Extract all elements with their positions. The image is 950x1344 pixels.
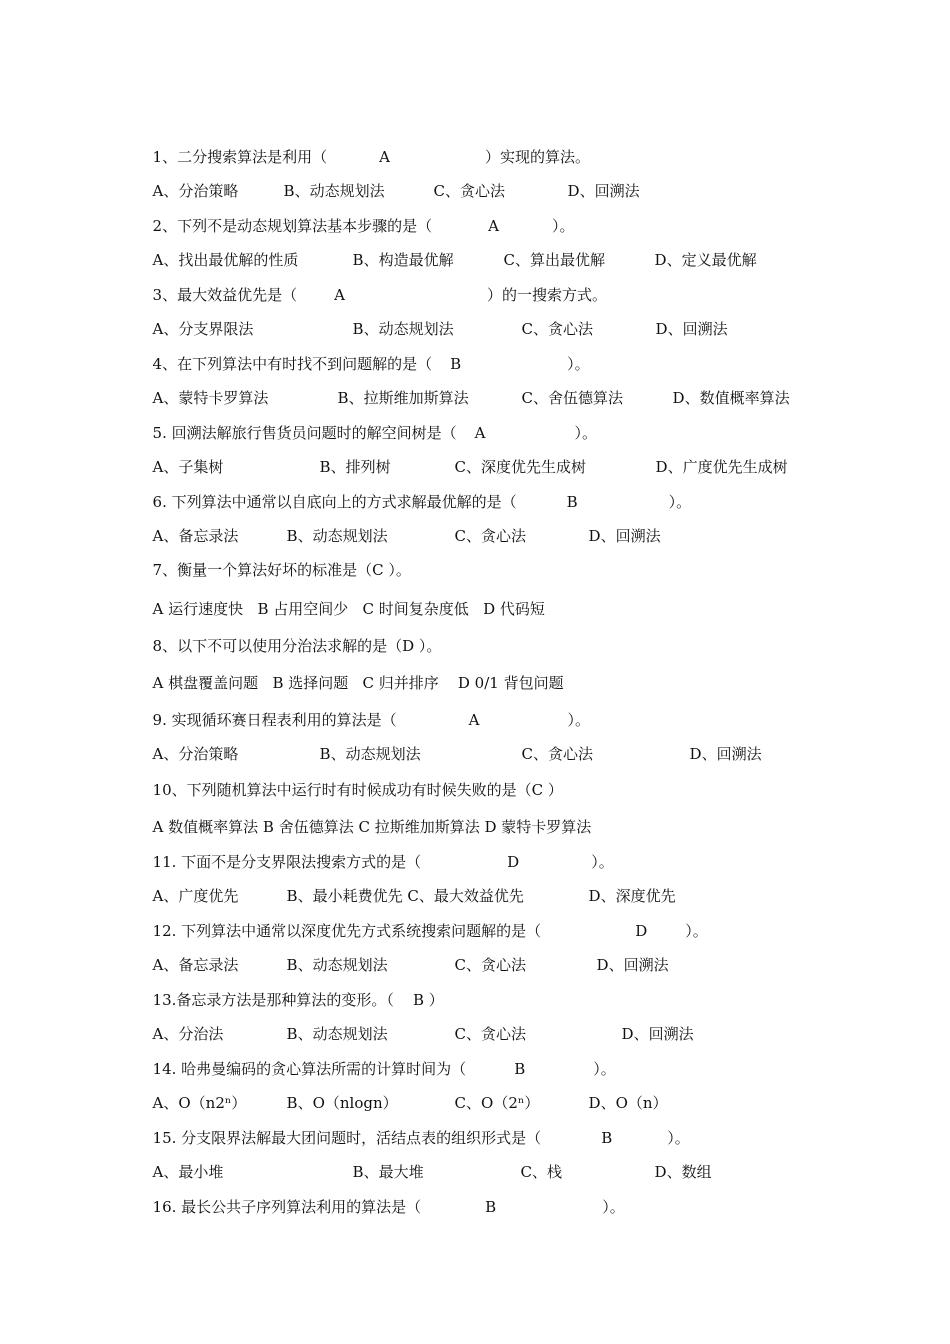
option-d: D、回溯法 bbox=[621, 1025, 694, 1043]
question-text: 11. 下面不是分支界限法搜索方式的是（ bbox=[152, 853, 422, 871]
option-b: B、拉斯维加斯算法 bbox=[337, 389, 469, 407]
question-15 bbox=[143, 1108, 690, 1147]
options-12 bbox=[143, 935, 669, 974]
option-d: D、深度优先 bbox=[588, 887, 676, 905]
question-text: 14. 哈弗曼编码的贪心算法所需的计算时间为（ bbox=[152, 1060, 467, 1078]
options-8 bbox=[143, 653, 564, 692]
options-10 bbox=[143, 797, 592, 836]
question-11 bbox=[143, 832, 614, 871]
question-text-end: ）。 bbox=[551, 217, 575, 235]
option-d: D、广度优先生成树 bbox=[655, 458, 788, 476]
options-3 bbox=[143, 299, 728, 338]
option-b: B、O（nlogn） bbox=[286, 1094, 398, 1112]
question-text-end: ）的一搜索方式。 bbox=[486, 286, 607, 304]
option-d: D、回溯法 bbox=[567, 182, 640, 200]
options-text: A 数值概率算法 B 舍伍德算法 C 拉斯维加斯算法 D 蒙特卡罗算法 bbox=[152, 818, 592, 836]
option-d: D、回溯法 bbox=[689, 745, 762, 763]
options-14 bbox=[143, 1073, 668, 1112]
options-5 bbox=[143, 437, 788, 476]
question-text: 6. 下列算法中通常以自底向上的方式求解最优解的是（ bbox=[152, 493, 517, 511]
answer: D bbox=[507, 853, 520, 871]
option-d: D、回溯法 bbox=[596, 956, 669, 974]
option-a: A、O（n2ⁿ） bbox=[152, 1094, 247, 1112]
option-c: C、深度优先生成树 bbox=[454, 458, 587, 476]
option-a: A、分治法 bbox=[152, 1025, 224, 1043]
answer: B bbox=[450, 355, 462, 373]
option-d: D、回溯法 bbox=[655, 320, 728, 338]
options-text: A 棋盘覆盖问题 B 选择问题 C 归并排序 D 0/1 背包问题 bbox=[152, 674, 564, 692]
question-9 bbox=[143, 690, 590, 729]
option-a: A、分治策略 bbox=[152, 745, 239, 763]
answer: A bbox=[488, 217, 499, 235]
answer: A bbox=[468, 711, 480, 729]
option-b: B、动态规划法 bbox=[286, 956, 388, 974]
question-text: 12. 下列算法中通常以深度优先方式系统搜索问题解的是（ bbox=[152, 922, 542, 940]
options-2 bbox=[143, 230, 757, 269]
question-text: 10、下列随机算法中运行时有时候成功有时候失败的是（C ） bbox=[152, 781, 563, 799]
option-c: C、O（2ⁿ） bbox=[454, 1094, 540, 1112]
option-d: D、回溯法 bbox=[588, 527, 661, 545]
question-text: 2、下列不是动态规划算法基本步骤的是（ bbox=[152, 217, 433, 235]
question-5 bbox=[143, 403, 597, 442]
answer: B bbox=[601, 1129, 613, 1147]
option-b: B、最大堆 bbox=[352, 1163, 424, 1181]
question-text: 8、以下不可以使用分治法求解的是（D ）。 bbox=[152, 637, 442, 655]
option-a: A、分支界限法 bbox=[152, 320, 254, 338]
question-10 bbox=[143, 760, 563, 799]
option-a: A、最小堆 bbox=[152, 1163, 224, 1181]
question-16 bbox=[143, 1177, 625, 1216]
option-d: D、定义最优解 bbox=[654, 251, 757, 269]
question-text-end: ）。 bbox=[574, 424, 597, 442]
option-d: D、数值概率算法 bbox=[672, 389, 790, 407]
question-text-end: ）。 bbox=[593, 1060, 616, 1078]
options-13 bbox=[143, 1004, 694, 1043]
question-text-end: ）。 bbox=[567, 355, 590, 373]
option-b: B、动态规划法 bbox=[286, 527, 388, 545]
option-a: A、找出最优解的性质 bbox=[152, 251, 299, 269]
question-text-end: ）。 bbox=[667, 1129, 690, 1147]
question-text: 16. 最长公共子序列算法利用的算法是（ bbox=[152, 1198, 422, 1216]
option-b: B、排列树 bbox=[319, 458, 391, 476]
question-text: 9. 实现循环赛日程表利用的算法是（ bbox=[152, 711, 397, 729]
option-b: B、动态规划法 bbox=[286, 1025, 388, 1043]
answer: B bbox=[485, 1198, 497, 1216]
options-1 bbox=[143, 161, 640, 200]
question-3 bbox=[143, 265, 607, 304]
option-c: C、贪心法 bbox=[454, 956, 527, 974]
option-d: D、数组 bbox=[654, 1163, 712, 1181]
question-4 bbox=[143, 334, 590, 373]
question-2 bbox=[143, 196, 575, 235]
option-b: B、最小耗费优先 C、最大效益优先 bbox=[286, 887, 524, 905]
option-c: C、贪心法 bbox=[433, 182, 506, 200]
option-c: C、栈 bbox=[520, 1163, 563, 1181]
question-7 bbox=[143, 540, 411, 579]
question-text: 15. 分支限界法解最大团问题时，活结点表的组织形式是（ bbox=[152, 1129, 542, 1147]
answer: B bbox=[566, 493, 578, 511]
options-9 bbox=[143, 724, 762, 763]
option-c: C、贪心法 bbox=[521, 745, 594, 763]
option-a: A、备忘录法 bbox=[152, 956, 239, 974]
option-c: C、贪心法 bbox=[454, 527, 527, 545]
question-text: 5. 回溯法解旅行售货员问题时的解空间树是（ bbox=[152, 424, 457, 442]
question-text: 13.备忘录方法是那种算法的变形。（ B ） bbox=[152, 991, 444, 1009]
options-6 bbox=[143, 506, 661, 545]
options-4 bbox=[143, 368, 790, 407]
options-7 bbox=[143, 579, 545, 618]
option-b: B、动态规划法 bbox=[319, 745, 421, 763]
question-text-end: ）实现的算法。 bbox=[484, 148, 590, 166]
answer: A bbox=[474, 424, 486, 442]
option-c: C、舍伍德算法 bbox=[521, 389, 624, 407]
question-text-end: ）。 bbox=[602, 1198, 625, 1216]
question-6 bbox=[143, 472, 692, 511]
question-text-end: ）。 bbox=[685, 922, 708, 940]
option-a: A、备忘录法 bbox=[152, 527, 239, 545]
question-text-end: ）。 bbox=[591, 853, 614, 871]
option-d: D、O（n） bbox=[588, 1094, 668, 1112]
option-a: A、广度优先 bbox=[152, 887, 239, 905]
options-15 bbox=[143, 1142, 712, 1181]
option-c: C、贪心法 bbox=[521, 320, 594, 338]
option-c: C、算出最优解 bbox=[503, 251, 606, 269]
option-a: A、蒙特卡罗算法 bbox=[152, 389, 269, 407]
question-text: 3、最大效益优先是（ bbox=[152, 286, 298, 304]
answer: B bbox=[514, 1060, 526, 1078]
option-a: A、子集树 bbox=[152, 458, 224, 476]
question-text: 4、在下列算法中有时找不到问题解的是（ bbox=[152, 355, 433, 373]
option-a: A、分治策略 bbox=[152, 182, 239, 200]
answer: A bbox=[379, 148, 390, 166]
option-b: B、构造最优解 bbox=[352, 251, 454, 269]
question-text-end: ）。 bbox=[668, 493, 692, 511]
question-text: 1、二分搜索算法是利用（ bbox=[152, 148, 328, 166]
question-14 bbox=[143, 1039, 616, 1078]
question-text: 7、衡量一个算法好坏的标准是（C ）。 bbox=[152, 561, 411, 579]
option-c: C、贪心法 bbox=[454, 1025, 527, 1043]
question-text-end: ）。 bbox=[567, 711, 590, 729]
option-b: B、动态规划法 bbox=[283, 182, 385, 200]
question-13 bbox=[143, 970, 444, 1009]
answer: A bbox=[334, 286, 345, 304]
option-b: B、动态规划法 bbox=[352, 320, 454, 338]
question-1 bbox=[143, 127, 590, 166]
answer: D bbox=[635, 922, 648, 940]
question-12 bbox=[143, 901, 708, 940]
options-text: A 运行速度快 B 占用空间少 C 时间复杂度低 D 代码短 bbox=[152, 600, 545, 618]
options-11 bbox=[143, 866, 676, 905]
question-8 bbox=[143, 616, 442, 655]
